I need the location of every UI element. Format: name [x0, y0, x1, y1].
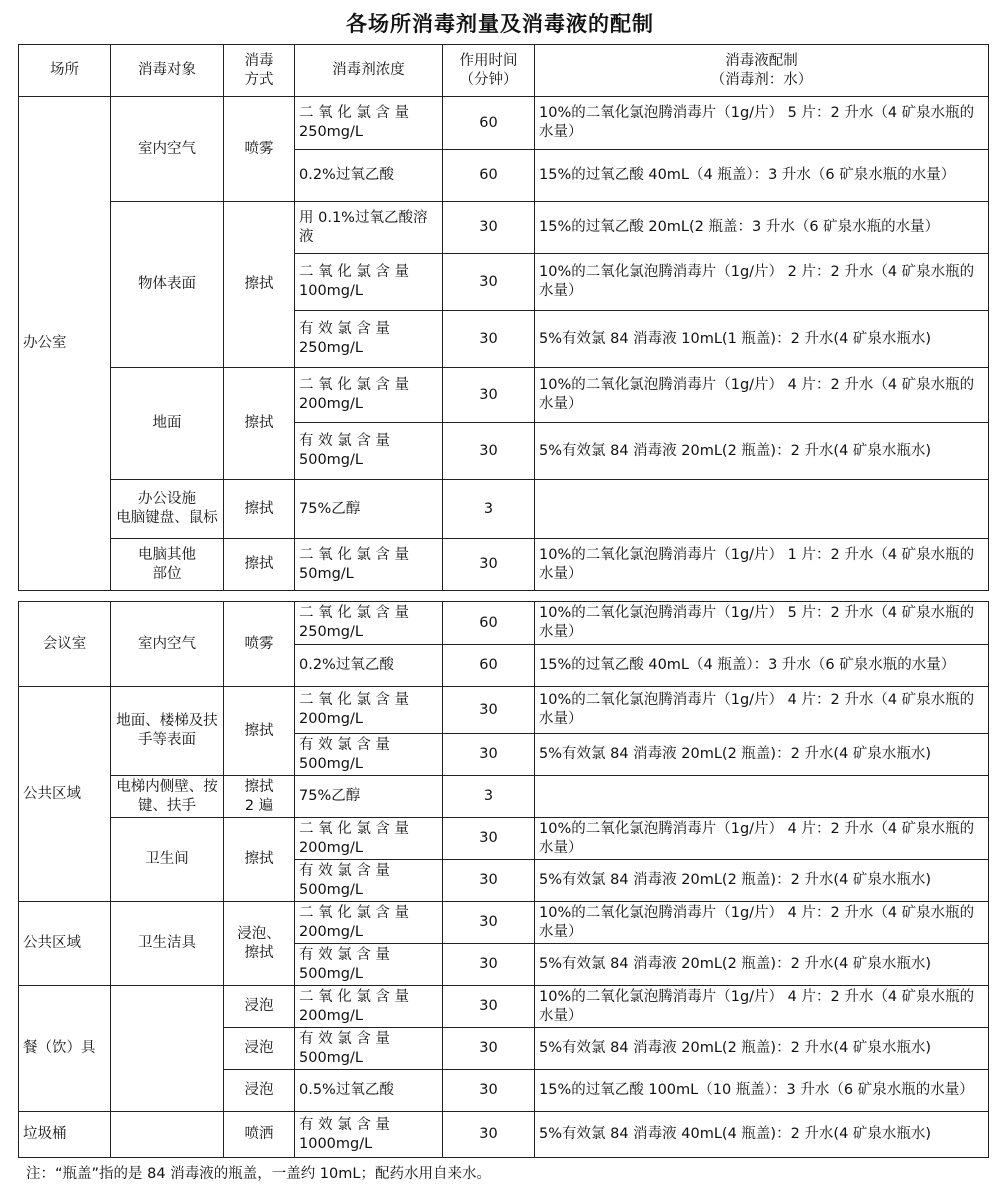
- header-time: 作用时间 （分钟）: [443, 45, 535, 97]
- method-cell: 浸泡: [224, 1070, 295, 1112]
- object-cell: 电脑其他 部位: [111, 539, 224, 591]
- header-preparation: 消毒液配制 （消毒剂：水）: [535, 45, 989, 97]
- concentration-cell: 二 氧 化 氯 含 量 250mg/L: [295, 97, 443, 150]
- method-cell: 浸泡: [224, 1028, 295, 1070]
- table-row: [19, 902, 989, 944]
- preparation-cell: 5%有效氯 84 消毒液 40mL(4 瓶盖)：2 升水(4 矿泉水瓶水): [535, 1112, 989, 1158]
- place-cell: 餐（饮）具: [19, 986, 111, 1112]
- table-row: [19, 97, 989, 150]
- time-cell: 30: [443, 254, 535, 311]
- preparation-cell: 15%的过氧乙酸 20mL(2 瓶盖：3 升水（6 矿泉水瓶的水量）: [535, 202, 989, 254]
- table-row: [19, 986, 989, 1028]
- time-cell: 3: [443, 480, 535, 539]
- time-cell: 30: [443, 986, 535, 1028]
- other-places-table: [18, 601, 989, 1158]
- time-cell: 60: [443, 645, 535, 687]
- time-cell: 3: [443, 776, 535, 818]
- concentration-cell: 二 氧 化 氯 含 量 200mg/L: [295, 902, 443, 944]
- office-table: [18, 44, 989, 591]
- concentration-cell: 二 氧 化 氯 含 量 100mg/L: [295, 254, 443, 311]
- concentration-cell: 0.5%过氧乙酸: [295, 1070, 443, 1112]
- concentration-cell: 二 氧 化 氯 含 量 250mg/L: [295, 602, 443, 645]
- preparation-cell: 10%的二氧化氯泡腾消毒片（1g/片） 4 片：2 升水（4 矿泉水瓶的水量）: [535, 986, 989, 1028]
- concentration-cell: 有 效 氯 含 量 500mg/L: [295, 423, 443, 480]
- header-concentration: 消毒剂浓度: [295, 45, 443, 97]
- footnote: 注：“瓶盖”指的是 84 消毒液的瓶盖，一盖约 10mL；配药水用自来水。: [26, 1166, 491, 1182]
- page-title: 各场所消毒剂量及消毒液的配制: [346, 12, 654, 36]
- time-cell: 60: [443, 150, 535, 202]
- table-row: [19, 687, 989, 734]
- time-cell: 30: [443, 734, 535, 776]
- table-row: [19, 776, 989, 818]
- object-cell: 卫生间: [111, 818, 224, 902]
- table-row: [19, 539, 989, 591]
- time-cell: 30: [443, 1028, 535, 1070]
- preparation-cell: 10%的二氧化氯泡腾消毒片（1g/片） 4 片：2 升水（4 矿泉水瓶的水量）: [535, 818, 989, 860]
- preparation-cell: 5%有效氯 84 消毒液 10mL(1 瓶盖)：2 升水(4 矿泉水瓶水): [535, 311, 989, 368]
- preparation-cell: 15%的过氧乙酸 100mL（10 瓶盖）：3 升水（6 矿泉水瓶的水量）: [535, 1070, 989, 1112]
- concentration-cell: 有 效 氯 含 量 500mg/L: [295, 860, 443, 902]
- table-row: [19, 1112, 989, 1158]
- time-cell: 30: [443, 539, 535, 591]
- time-cell: 30: [443, 902, 535, 944]
- time-cell: 30: [443, 368, 535, 423]
- preparation-cell: 5%有效氯 84 消毒液 20mL(2 瓶盖)：2 升水(4 矿泉水瓶水): [535, 423, 989, 480]
- preparation-cell: 10%的二氧化氯泡腾消毒片（1g/片） 1 片：2 升水（4 矿泉水瓶的水量）: [535, 539, 989, 591]
- method-cell: 擦拭: [224, 539, 295, 591]
- preparation-cell: 5%有效氯 84 消毒液 20mL(2 瓶盖)：2 升水(4 矿泉水瓶水): [535, 860, 989, 902]
- preparation-cell: [535, 480, 989, 539]
- method-cell: 擦拭: [224, 202, 295, 368]
- place-cell: 垃圾桶: [19, 1112, 111, 1158]
- place-cell: 办公室: [19, 97, 111, 591]
- time-cell: 60: [443, 602, 535, 645]
- method-cell: 喷雾: [224, 97, 295, 202]
- time-cell: 30: [443, 687, 535, 734]
- preparation-cell: 10%的二氧化氯泡腾消毒片（1g/片） 4 片：2 升水（4 矿泉水瓶的水量）: [535, 368, 989, 423]
- concentration-cell: 75%乙醇: [295, 480, 443, 539]
- concentration-cell: 二 氧 化 氯 含 量 50mg/L: [295, 539, 443, 591]
- object-cell: 室内空气: [111, 97, 224, 202]
- concentration-cell: 有 效 氯 含 量 500mg/L: [295, 944, 443, 986]
- time-cell: 30: [443, 860, 535, 902]
- preparation-cell: 5%有效氯 84 消毒液 20mL(2 瓶盖)：2 升水(4 矿泉水瓶水): [535, 944, 989, 986]
- object-cell: 办公设施 电脑键盘、鼠标: [111, 480, 224, 539]
- object-cell: 室内空气: [111, 602, 224, 687]
- preparation-cell: 10%的二氧化氯泡腾消毒片（1g/片） 4 片：2 升水（4 矿泉水瓶的水量）: [535, 902, 989, 944]
- method-cell: 喷洒: [224, 1112, 295, 1158]
- concentration-cell: 0.2%过氧乙酸: [295, 645, 443, 687]
- method-cell: 喷雾: [224, 602, 295, 687]
- header-row: [19, 45, 989, 97]
- header-method: 消毒 方式: [224, 45, 295, 97]
- concentration-cell: 0.2%过氧乙酸: [295, 150, 443, 202]
- time-cell: 30: [443, 1112, 535, 1158]
- table-row: [19, 480, 989, 539]
- method-cell: 擦拭 2 遍: [224, 776, 295, 818]
- concentration-cell: 有 效 氯 含 量 250mg/L: [295, 311, 443, 368]
- preparation-cell: 5%有效氯 84 消毒液 20mL(2 瓶盖)：2 升水(4 矿泉水瓶水): [535, 734, 989, 776]
- time-cell: 30: [443, 423, 535, 480]
- method-cell: 擦拭: [224, 480, 295, 539]
- object-cell: 电梯内侧壁、按键、扶手: [111, 776, 224, 818]
- time-cell: 60: [443, 97, 535, 150]
- place-cell: 公共区域: [19, 687, 111, 902]
- concentration-cell: 有 效 氯 含 量 500mg/L: [295, 734, 443, 776]
- header-place: 场所: [19, 45, 111, 97]
- concentration-cell: 75%乙醇: [295, 776, 443, 818]
- table-row: [19, 818, 989, 860]
- time-cell: 30: [443, 944, 535, 986]
- object-cell: 地面: [111, 368, 224, 480]
- method-cell: 擦拭: [224, 368, 295, 480]
- header-object: 消毒对象: [111, 45, 224, 97]
- preparation-cell: 15%的过氧乙酸 40mL（4 瓶盖）：3 升水（6 矿泉水瓶的水量）: [535, 150, 989, 202]
- preparation-cell: [535, 776, 989, 818]
- object-cell: [111, 1112, 224, 1158]
- place-cell: 公共区域: [19, 902, 111, 986]
- table-row: [19, 368, 989, 423]
- preparation-cell: 10%的二氧化氯泡腾消毒片（1g/片） 5 片：2 升水（4 矿泉水瓶的水量）: [535, 97, 989, 150]
- time-cell: 30: [443, 202, 535, 254]
- table-row: [19, 602, 989, 645]
- preparation-cell: 10%的二氧化氯泡腾消毒片（1g/片） 5 片：2 升水（4 矿泉水瓶的水量）: [535, 602, 989, 645]
- time-cell: 30: [443, 311, 535, 368]
- object-cell: 地面、楼梯及扶手等表面: [111, 687, 224, 776]
- place-cell: 会议室: [19, 602, 111, 687]
- object-cell: 物体表面: [111, 202, 224, 368]
- concentration-cell: 二 氧 化 氯 含 量 200mg/L: [295, 687, 443, 734]
- preparation-cell: 10%的二氧化氯泡腾消毒片（1g/片） 4 片：2 升水（4 矿泉水瓶的水量）: [535, 687, 989, 734]
- concentration-cell: 二 氧 化 氯 含 量 200mg/L: [295, 986, 443, 1028]
- preparation-cell: 10%的二氧化氯泡腾消毒片（1g/片） 2 片：2 升水（4 矿泉水瓶的水量）: [535, 254, 989, 311]
- concentration-cell: 二 氧 化 氯 含 量 200mg/L: [295, 368, 443, 423]
- concentration-cell: 用 0.1%过氧乙酸溶液: [295, 202, 443, 254]
- concentration-cell: 二 氧 化 氯 含 量 200mg/L: [295, 818, 443, 860]
- preparation-cell: 15%的过氧乙酸 40mL（4 瓶盖）：3 升水（6 矿泉水瓶的水量）: [535, 645, 989, 687]
- time-cell: 30: [443, 818, 535, 860]
- method-cell: 擦拭: [224, 818, 295, 902]
- method-cell: 浸泡: [224, 986, 295, 1028]
- table-row: [19, 202, 989, 254]
- concentration-cell: 有 效 氯 含 量 1000mg/L: [295, 1112, 443, 1158]
- time-cell: 30: [443, 1070, 535, 1112]
- preparation-cell: 5%有效氯 84 消毒液 20mL(2 瓶盖)：2 升水(4 矿泉水瓶水): [535, 1028, 989, 1070]
- concentration-cell: 有 效 氯 含 量 500mg/L: [295, 1028, 443, 1070]
- method-cell: 浸泡、 擦拭: [224, 902, 295, 986]
- method-cell: 擦拭: [224, 687, 295, 776]
- object-cell: [111, 986, 224, 1112]
- object-cell: 卫生洁具: [111, 902, 224, 986]
